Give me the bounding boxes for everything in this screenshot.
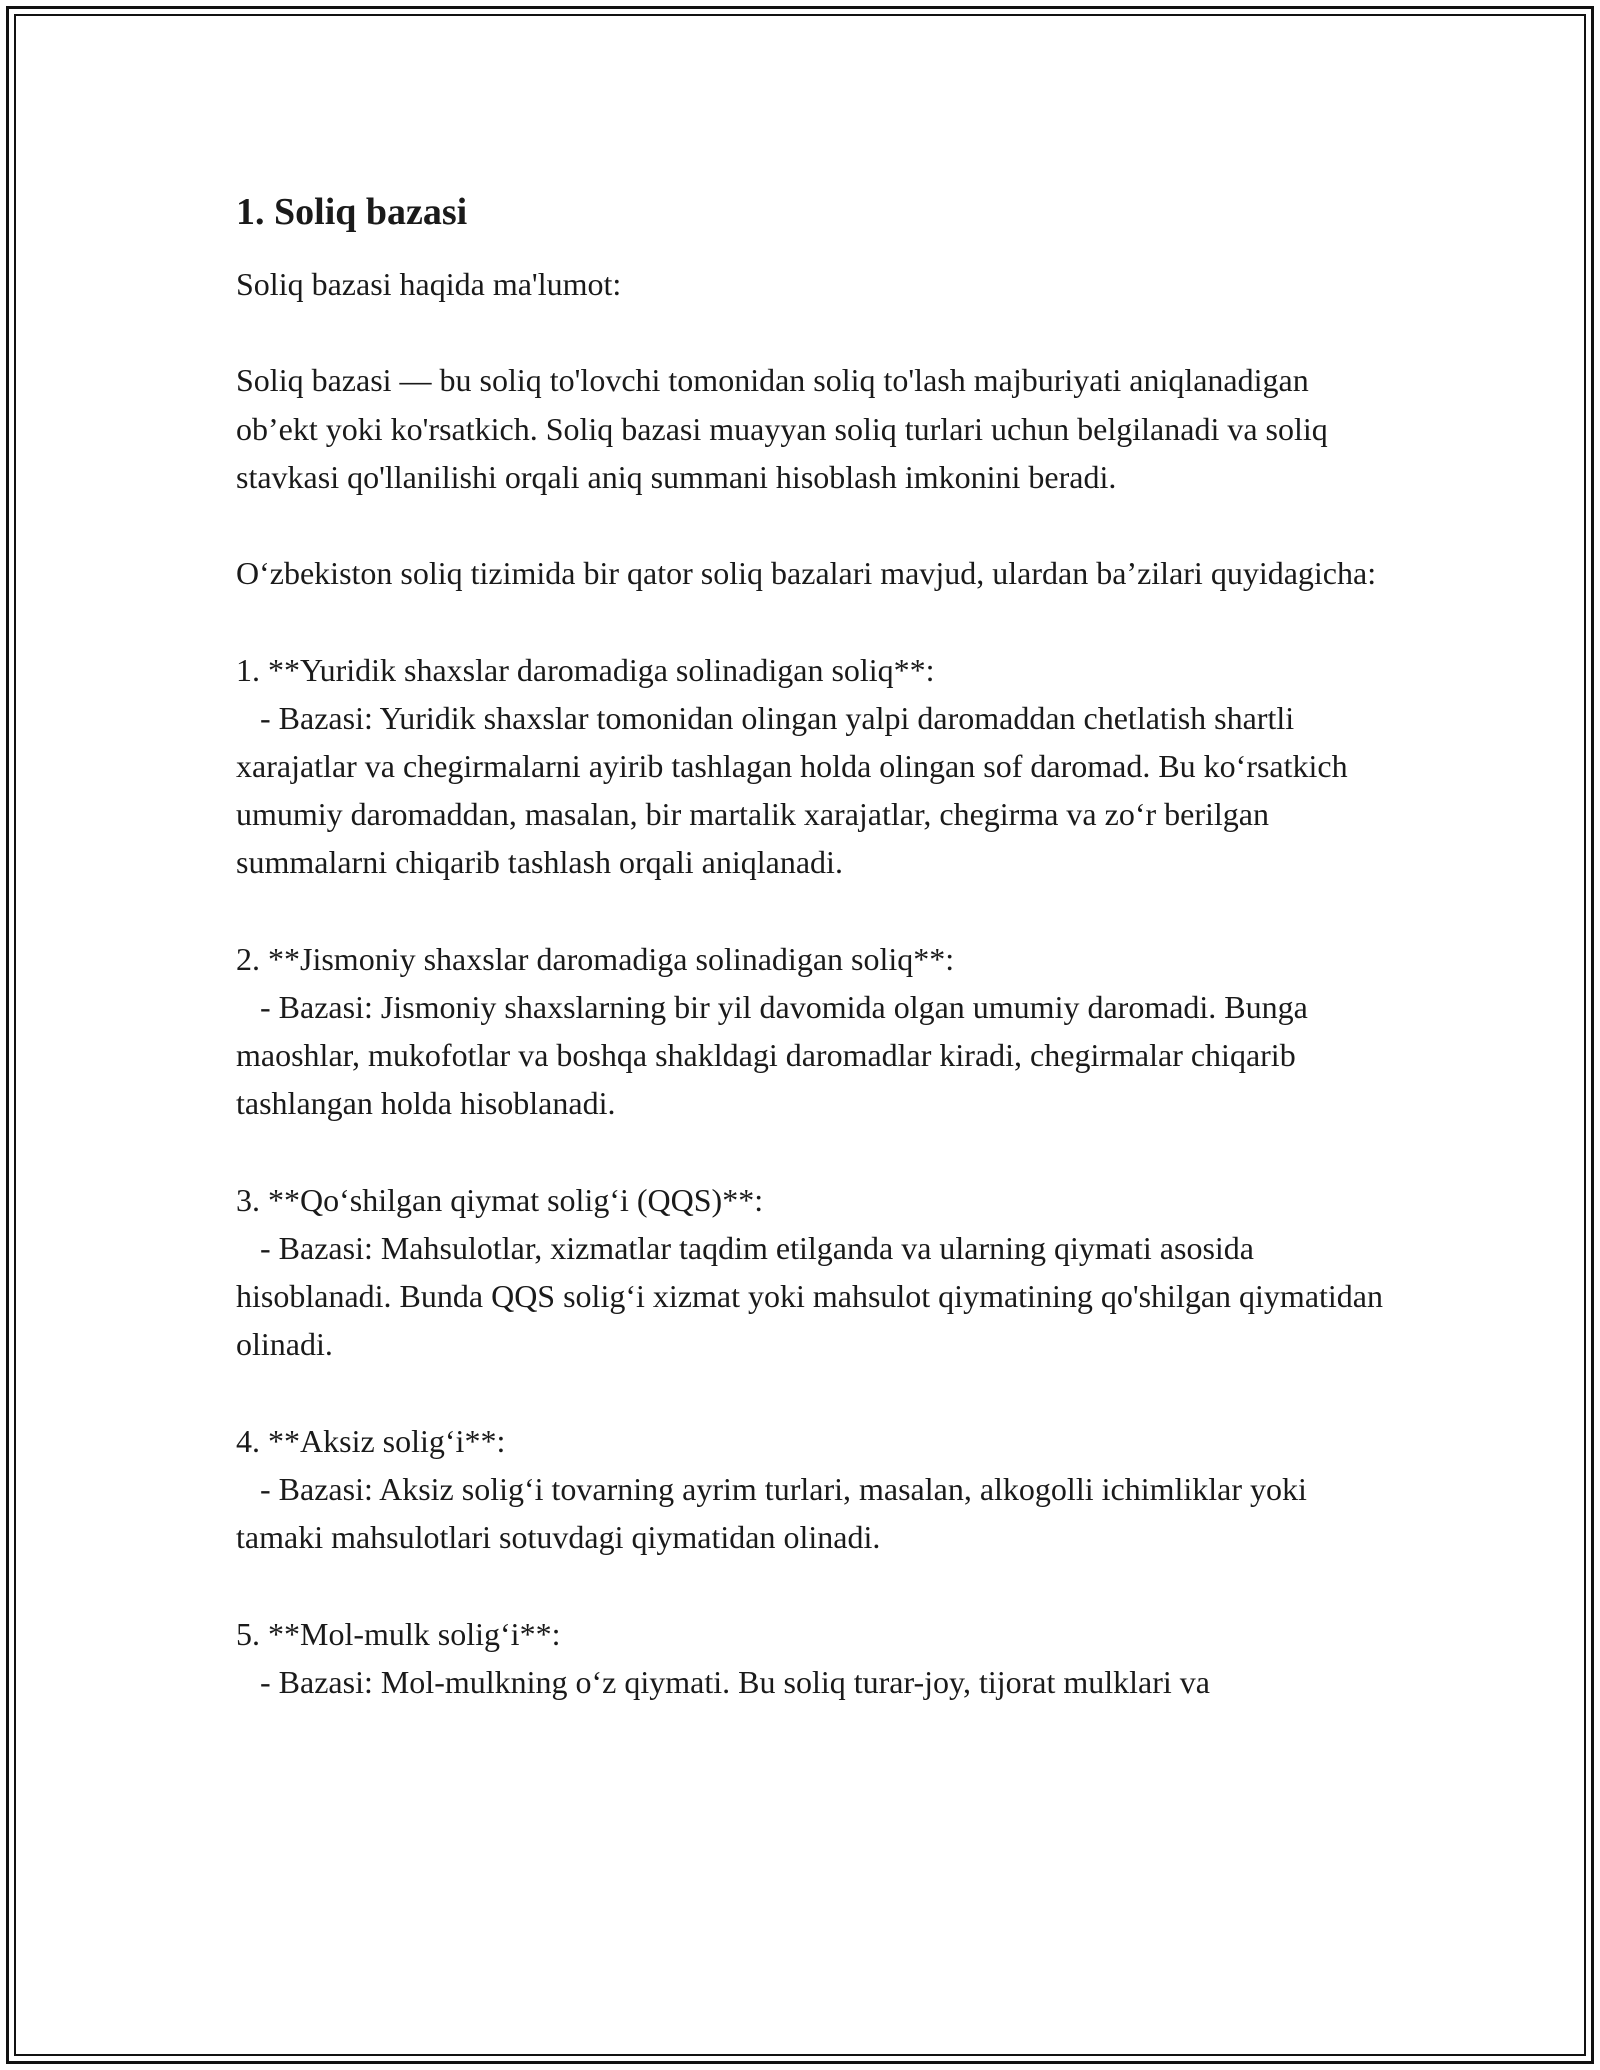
spacer [236,887,1386,935]
section-heading: 1. Soliq bazasi [236,191,468,233]
list-item [236,935,1386,1128]
list-item-base: - Bazasi: Yuridik shaxslar tomonidan olingan yalpi daromaddan chetlatish shartli xarajatlar va chegirmalarni ayirib tashlagan holda olingan sof daromad. Bu ko‘rsatkich umumiy daromaddan, masalan, bir martalik xarajatlar, chegirma va zo‘r berilgan summalarni chiqarib tashlash orqali aniqlanadi. [236,699,1356,881]
definition-paragraph: Soliq bazasi — bu soliq to'lovchi tomonidan soliq to'lash majburiyati aniqlanadigan ob’ekt yoki ko'rsatkich. Soliq bazasi muayyan soliq turlari uchun belgilanadi va soliq stavkasi qo'llanilishi orqali aniq summani hisoblash imkonini beradi. [236,362,1336,495]
spacer [236,1561,1386,1609]
list-item [236,646,1386,887]
list-item [236,1610,1386,1706]
spacer [236,1128,1386,1176]
document-body [236,184,1391,1706]
list-item-title: 2. **Jismoniy shaxslar daromadiga solinadigan soliq**: [236,940,955,977]
list-item-title: 4. **Aksiz solig‘i**: [236,1422,506,1459]
spacer [236,308,1386,356]
list-item-base: - Bazasi: Jismoniy shaxslarning bir yil davomida olgan umumiy daromadi. Bunga maoshlar, mukofotlar va boshqa shakldagi daromadlar kiradi, chegirmalar chiqarib tashlangan holda hisoblanadi. [236,988,1316,1122]
list-item-title: 1. **Yuridik shaxslar daromadiga solinadigan soliq**: [236,651,935,688]
spacer [236,1369,1386,1417]
intro-paragraph: Soliq bazasi haqida ma'lumot: [236,266,622,302]
list-item [236,1176,1391,1369]
spacer [236,501,1386,549]
list-item [236,1417,1386,1562]
list-item-base: - Bazasi: Mahsulotlar, xizmatlar taqdim etilganda va ularning qiymati asosida hisoblanadi. Bunda QQS solig‘i xizmat yoki mahsulot qiymatining qo'shilgan qiymatidan olinadi. [236,1229,1391,1363]
spacer [236,597,1386,645]
list-item-base: - Bazasi: Aksiz solig‘i tovarning ayrim turlari, masalan, alkogolli ichimliklar yoki tamaki mahsulotlari sotuvdagi qiymatidan olinadi. [236,1470,1315,1556]
list-item-base: - Bazasi: Mol-mulkning o‘z qiymati. Bu soliq turar-joy, tijorat mulklari va [236,1663,1210,1700]
list-item-title: 3. **Qo‘shilgan qiymat solig‘i (QQS)**: [236,1181,764,1218]
list-item-title: 5. **Mol-mulk solig‘i**: [236,1615,561,1652]
overview-paragraph: O‘zbekiston soliq tizimida bir qator soliq bazalari mavjud, ulardan ba’zilari quyidagicha: [236,555,1377,592]
